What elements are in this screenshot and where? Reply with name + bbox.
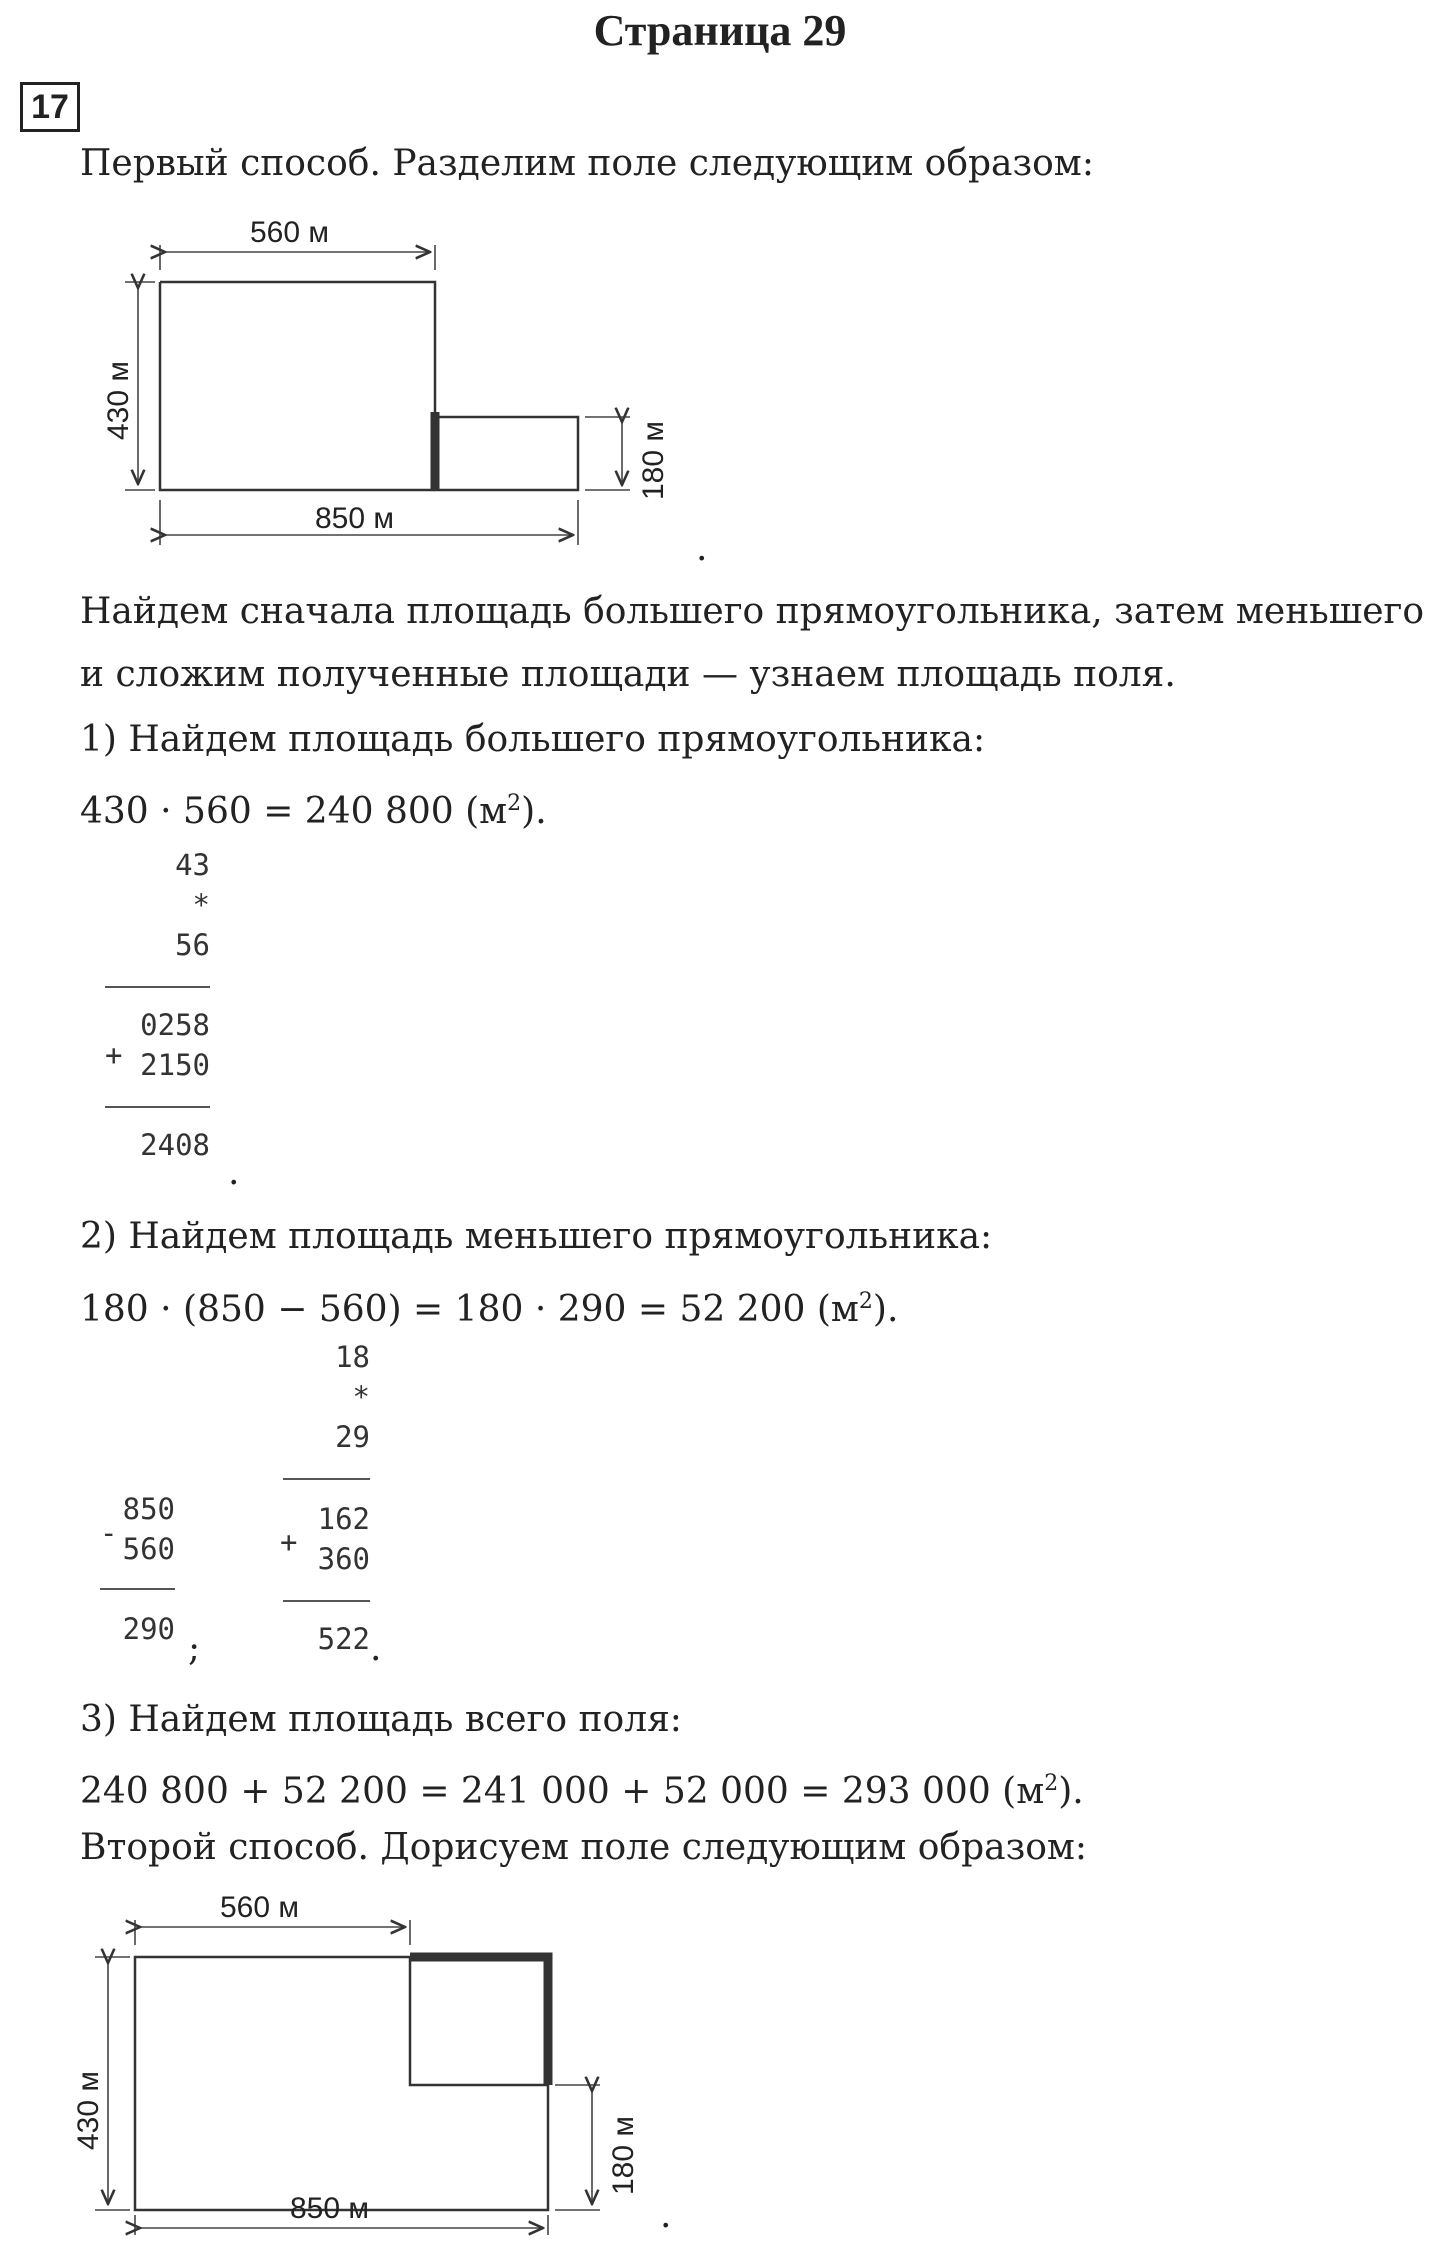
fig2-top-dim: 560 м xyxy=(220,1891,300,1924)
step1-heading: 1) Найдем площадь большего прямоугольника: xyxy=(80,719,986,760)
fig2-right-dim: 180 м xyxy=(607,2115,640,2195)
subtraction-850-560: - 850 560 290 xyxy=(100,1492,175,1646)
multiplication-180x290: 18 * 29 + 162 360 522 xyxy=(280,1340,370,1656)
semicolon: ; xyxy=(188,1628,201,1669)
step1-equation: 430 · 560 = 240 800 $(м^2)$. xyxy=(80,791,547,832)
field-diagram-2 xyxy=(72,1885,700,2235)
fig1-top-dim: 560 м xyxy=(250,216,330,249)
fig1-left-dim: 430 м xyxy=(102,360,135,440)
fig1-right-dim: 180 м xyxy=(637,420,670,500)
task-number: 17 xyxy=(20,82,80,132)
step2-heading: 2) Найдем площадь меньшего прямоугольника: xyxy=(80,1216,993,1257)
dot: . xyxy=(228,1152,240,1193)
dot: . xyxy=(370,1628,382,1669)
fig2-left-dim: 430 м xyxy=(72,2070,105,2150)
way1-intro: Первый способ. Разделим поле следующим образом: xyxy=(80,143,1094,184)
fig1-bottom-dim: 850 м xyxy=(315,502,395,535)
multiplication-430x560: 43 * 56 + 0258 2150 2408 xyxy=(105,848,210,1162)
dot: . xyxy=(660,2195,672,2236)
page-title: Страница 29 xyxy=(593,6,847,55)
dot: . xyxy=(696,528,708,569)
step3-heading: 3) Найдем площадь всего поля: xyxy=(80,1699,682,1740)
plan-line-2: и сложим полученные площади — узнаем площадь поля. xyxy=(80,654,1176,695)
field-diagram-1 xyxy=(102,210,710,560)
plan-line-1: Найдем сначала площадь большего прямоугольника, затем меньшего xyxy=(80,591,1425,632)
step3-equation: 240 800 + 52 200 = 241 000 + 52 000 = 293 000 $(м^2)$. xyxy=(80,1771,1084,1812)
way2-intro: Второй способ. Дорисуем поле следующим образом: xyxy=(80,1827,1088,1868)
fig2-bottom-dim: 850 м xyxy=(290,2192,370,2225)
step2-equation: 180 · (850 − 560) = 180 · 290 = 52 200 $(м^2)$. xyxy=(80,1289,899,1330)
